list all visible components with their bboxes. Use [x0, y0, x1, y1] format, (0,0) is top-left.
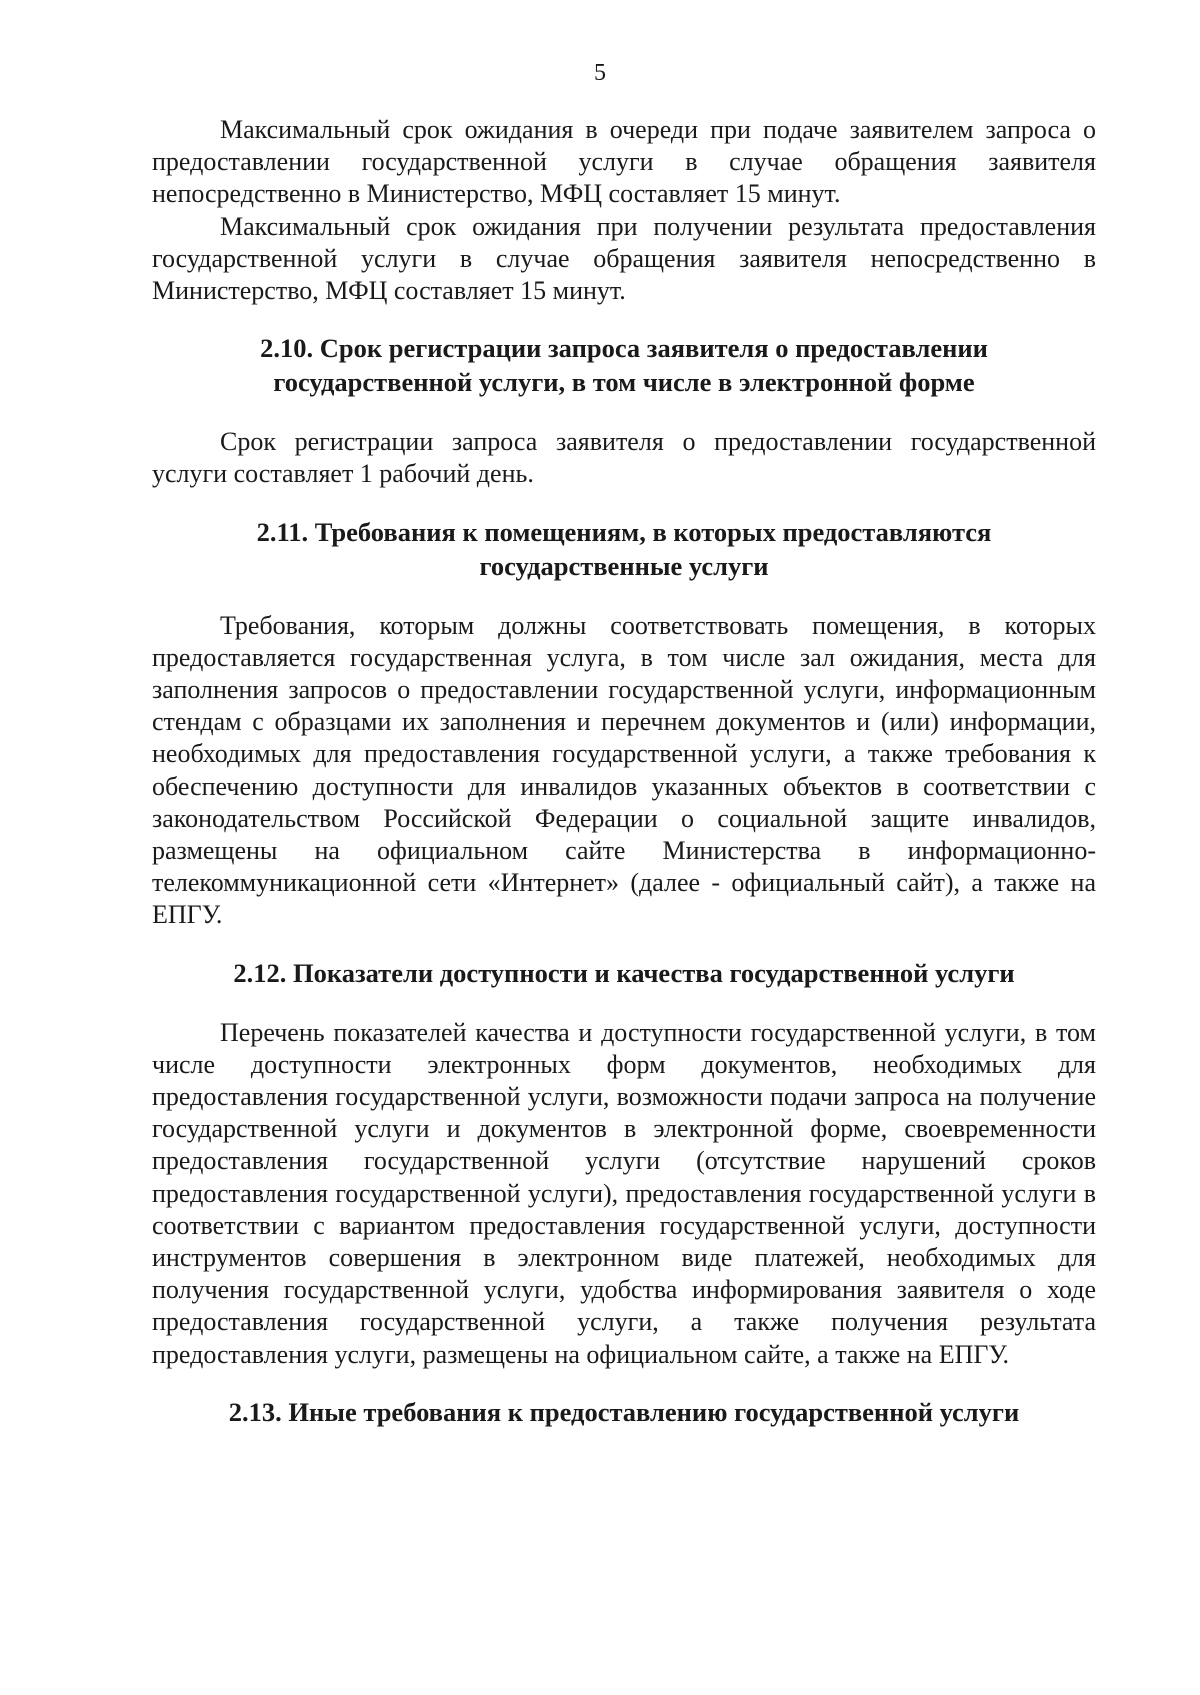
heading-2-10-line-1: 2.10. Срок регистрации запроса заявителя о предоставлении: [260, 333, 988, 364]
heading-2-10: [152, 331, 1096, 399]
heading-2-10-line-2: государственной услуги, в том числе в электронной форме: [273, 367, 975, 398]
paragraph-queue-wait-time: Максимальный срок ожидания в очереди при подаче заявителем запроса о предоставлении государственной услуги в случае обращения заявителя непосредственно в Министерство, МФЦ составляет 15 минут.: [152, 115, 1096, 209]
heading-2-11-line-1: 2.11. Требования к помещениям, в которых предоставляются: [256, 516, 992, 547]
paragraph-registration-term: Срок регистрации запроса заявителя о предоставлении государственной услуги составляет 1 рабочий день.: [152, 427, 1096, 489]
heading-2-12: [152, 956, 1096, 990]
heading-2-13-line-1: 2.13. Иные требования к предоставлению государственной услуги: [228, 1396, 1020, 1427]
paragraph-result-wait-time: Максимальный срок ожидания при получении результата предоставления государственной услуги в случае обращения заявителя непосредственно в Министерство, МФЦ составляет 15 минут.: [152, 211, 1096, 306]
heading-2-11-line-2: государственные услуги: [479, 550, 769, 581]
paragraph-quality-indicators: Перечень показателей качества и доступности государственной услуги, в том числе доступности электронных форм документов, необходимых для предоставления государственной услуги, возможности подачи запроса на получение государственной услуги и документов в электронной форме, своевременности предоставления государственной услуги (отсутствие нарушений сроков предоставления государственной услуги), предоставления государственной услуги в соответствии с вариантом предоставления государственной услуги, доступности инструментов совершения в электронном виде платежей, необходимых для получения государственной услуги, удобства информирования заявителя о ходе предоставления государственной услуги, а также получения результата предоставления услуги, размещены на официальном сайте, а также на ЕПГУ.: [152, 1017, 1096, 1369]
heading-2-12-line-1: 2.12. Показатели доступности и качества государственной услуги: [233, 957, 1015, 988]
heading-2-13: [152, 1395, 1096, 1429]
paragraph-premises-requirements: Требования, которым должны соответствовать помещения, в которых предоставляется государственная услуга, в том числе зал ожидания, места для заполнения запросов о предоставлении государственной услуги, информационным стендам с образцами их заполнения и перечнем документов и (или) информации, необходимых для предоставления государственной услуги, а также требования к обеспечению доступности для инвалидов указанных объектов в соответствии с законодательством Российской Федерации о социальной защите инвалидов, размещены на официальном сайте Министерства в информационно-телекоммуникационной сети «Интернет» (далее - официальный сайт), а также на ЕПГУ.: [152, 610, 1096, 930]
page-number: 5: [594, 60, 606, 86]
document-body: [152, 114, 1096, 1429]
heading-2-11: [152, 515, 1096, 583]
